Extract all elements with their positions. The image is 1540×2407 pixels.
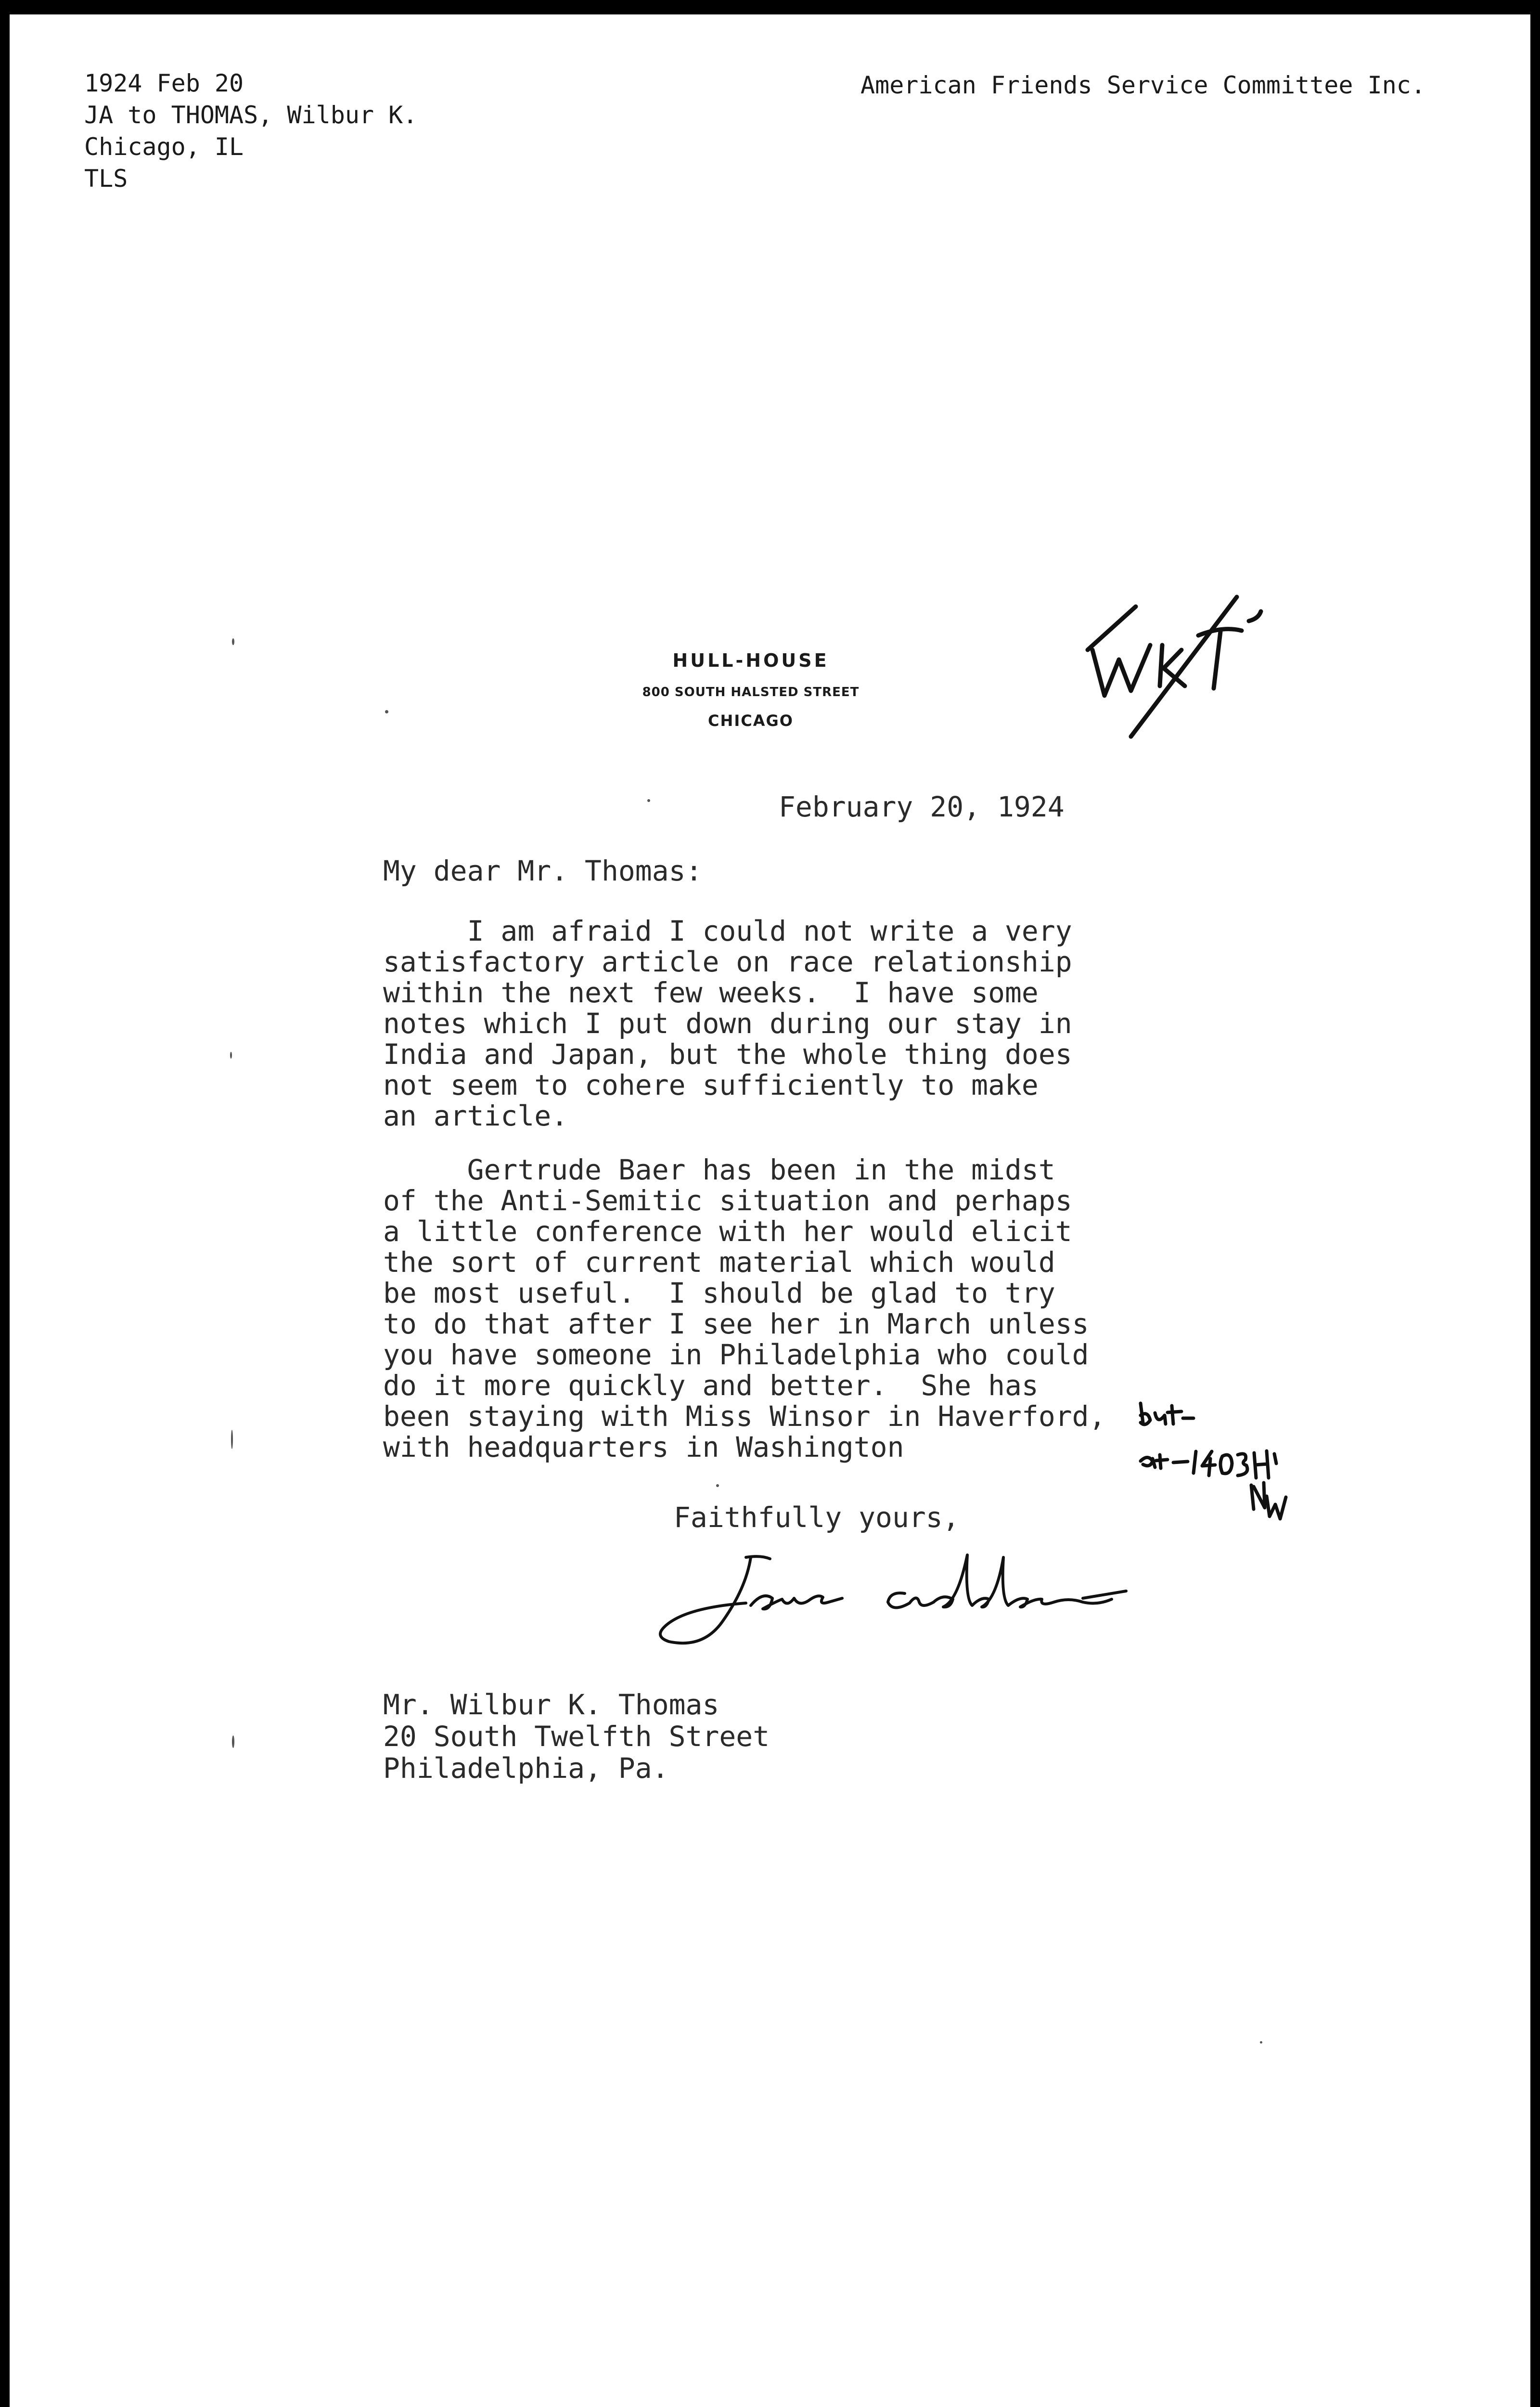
letter-salutation: My dear Mr. Thomas: [383, 854, 703, 887]
paragraph-line: not seem to cohere sufficiently to make [383, 1069, 1039, 1101]
letter-closing: Faithfully yours, [674, 1501, 960, 1534]
archive-date: 1924 Feb 20 [84, 69, 244, 97]
scan-speck [647, 799, 650, 802]
letterhead-city: CHICAGO [708, 712, 794, 730]
letter-paragraph-2 [383, 1154, 1106, 1462]
paragraph-line: to do that after I see her in March unless [383, 1307, 1089, 1340]
archive-correspondents: JA to THOMAS, Wilbur K. [84, 101, 418, 129]
paragraph-line: Gertrude Baer has been in the midst [383, 1153, 1055, 1186]
letter-date: February 20, 1924 [779, 790, 1065, 823]
scan-speck [716, 1484, 719, 1487]
archive-place: Chicago, IL [84, 133, 244, 161]
paragraph-line: India and Japan, but the whole thing does [383, 1038, 1072, 1071]
letterhead-address: 800 SOUTH HALSTED STREET [642, 685, 860, 699]
handwritten-address-note [1136, 1401, 1295, 1526]
recipient-city: Philadelphia, Pa. [383, 1752, 669, 1785]
paragraph-line: of the Anti-Semitic situation and perhaps [383, 1184, 1072, 1217]
recipient-name: Mr. Wilbur K. Thomas [383, 1688, 719, 1721]
paragraph-line: the sort of current material which would [383, 1246, 1055, 1279]
paragraph-line: you have someone in Philadelphia who could [383, 1338, 1089, 1371]
recipient-street: 20 South Twelfth Street [383, 1720, 770, 1753]
paragraph-line: be most useful. I should be glad to try [383, 1277, 1055, 1309]
paragraph-line: notes which I put down during our stay in [383, 1007, 1072, 1040]
handwritten-initials [1078, 592, 1280, 746]
paragraph-line: an article. [383, 1100, 568, 1132]
paragraph-line: satisfactory article on race relationship [383, 945, 1072, 978]
scan-speck [232, 1735, 234, 1748]
archive-organization: American Friends Service Committee Inc. [860, 71, 1425, 99]
letter-page [10, 14, 1530, 2407]
scan-speck [232, 638, 234, 645]
letter-paragraph-1 [383, 916, 1072, 1131]
paragraph-line: with headquarters in Washington [383, 1431, 904, 1463]
letterhead-name: HULL-HOUSE [672, 650, 829, 671]
scan-speck [231, 1430, 233, 1449]
paragraph-line: within the next few weeks. I have some [383, 976, 1039, 1009]
paragraph-line: I am afraid I could not write a very [383, 915, 1072, 947]
paragraph-line: a little conference with her would elicit [383, 1215, 1072, 1248]
paragraph-line: been staying with Miss Winsor in Haverford, [383, 1400, 1106, 1433]
archive-document-type: TLS [84, 165, 128, 193]
paragraph-line: do it more quickly and better. She has [383, 1369, 1039, 1402]
signature [650, 1545, 1160, 1656]
scan-speck [230, 1052, 232, 1059]
scan-speck [385, 710, 388, 713]
recipient-address [383, 1689, 770, 1784]
scan-speck [1260, 2041, 1262, 2044]
